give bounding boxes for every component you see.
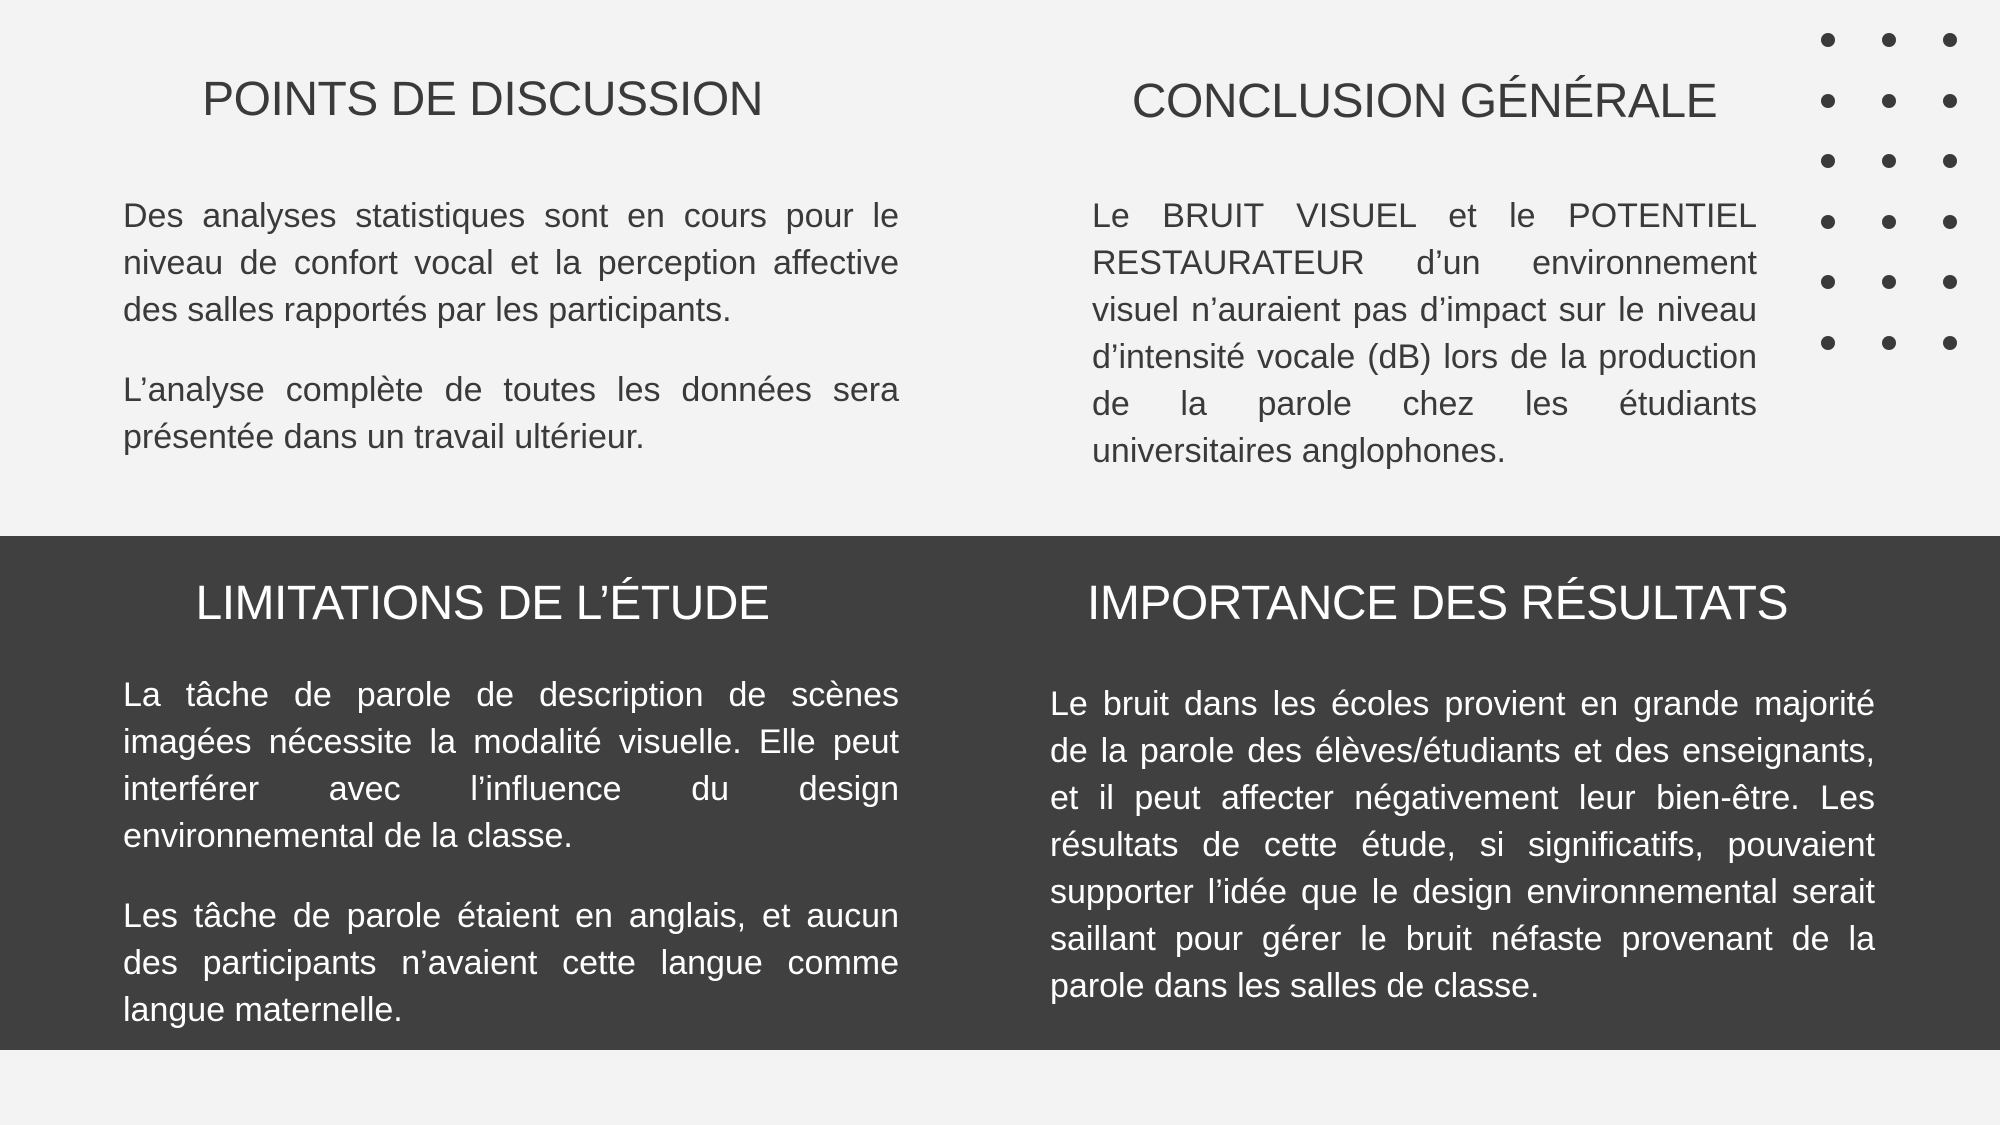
conclusion-body — [1092, 193, 1757, 475]
importance-body — [1050, 681, 1875, 1010]
discussion-heading: POINTS DE DISCUSSION — [202, 73, 763, 126]
decorative-dot — [1821, 94, 1835, 108]
decorative-dot — [1943, 336, 1957, 350]
limitations-heading: LIMITATIONS DE L’ÉTUDE — [195, 577, 770, 630]
decorative-dot — [1821, 33, 1835, 47]
decorative-dot — [1943, 33, 1957, 47]
decorative-dot — [1882, 215, 1896, 229]
discussion-paragraph: Des analyses statistiques sont en cours pour le niveau de confort vocal et la perception affective des salles rapportés par les participants. — [123, 197, 899, 329]
discussion-body — [123, 193, 899, 461]
decorative-dot — [1821, 154, 1835, 168]
decorative-dot — [1943, 154, 1957, 168]
decorative-dot — [1821, 215, 1835, 229]
decorative-dot — [1882, 336, 1896, 350]
decorative-dot — [1821, 275, 1835, 289]
limitations-paragraph: Les tâche de parole étaient en anglais, et aucun des participants n’avaient cette langue comme langue maternelle. — [123, 897, 899, 1029]
importance-paragraph: Le bruit dans les écoles provient en grande majorité de la parole des élèves/étudiants et des enseignants, et il peut affecter négativement leur bien-être. Les résultats de cette étude, si significatifs, pouvaient supporter l’idée que le design environnemental serait saillant pour gérer le bruit néfaste provenant de la parole dans les salles de classe. — [1050, 685, 1875, 1005]
importance-heading: IMPORTANCE DES RÉSULTATS — [1087, 577, 1788, 630]
decorative-dot — [1821, 336, 1835, 350]
decorative-dot — [1882, 275, 1896, 289]
conclusion-paragraph: Le BRUIT VISUEL et le POTENTIEL RESTAURATEUR d’un environnement visuel n’auraient pas d’impact sur le niveau d’intensité vocale (dB) lors de la production de la parole chez les étudiants universitaires anglophones. — [1092, 197, 1757, 470]
decorative-dot — [1943, 215, 1957, 229]
decorative-dot — [1943, 94, 1957, 108]
limitations-paragraph: La tâche de parole de description de scènes imagées nécessite la modalité visuelle. Elle peut interférer avec l’influence du design environnemental de la classe. — [123, 676, 899, 855]
limitations-body — [123, 672, 899, 1034]
decorative-dot — [1882, 94, 1896, 108]
decorative-dot — [1882, 154, 1896, 168]
decorative-dot-grid — [1821, 33, 1967, 347]
discussion-paragraph: L’analyse complète de toutes les données sera présentée dans un travail ultérieur. — [123, 371, 899, 456]
decorative-dot — [1882, 33, 1896, 47]
conclusion-heading: CONCLUSION GÉNÉRALE — [1131, 75, 1718, 128]
decorative-dot — [1943, 275, 1957, 289]
